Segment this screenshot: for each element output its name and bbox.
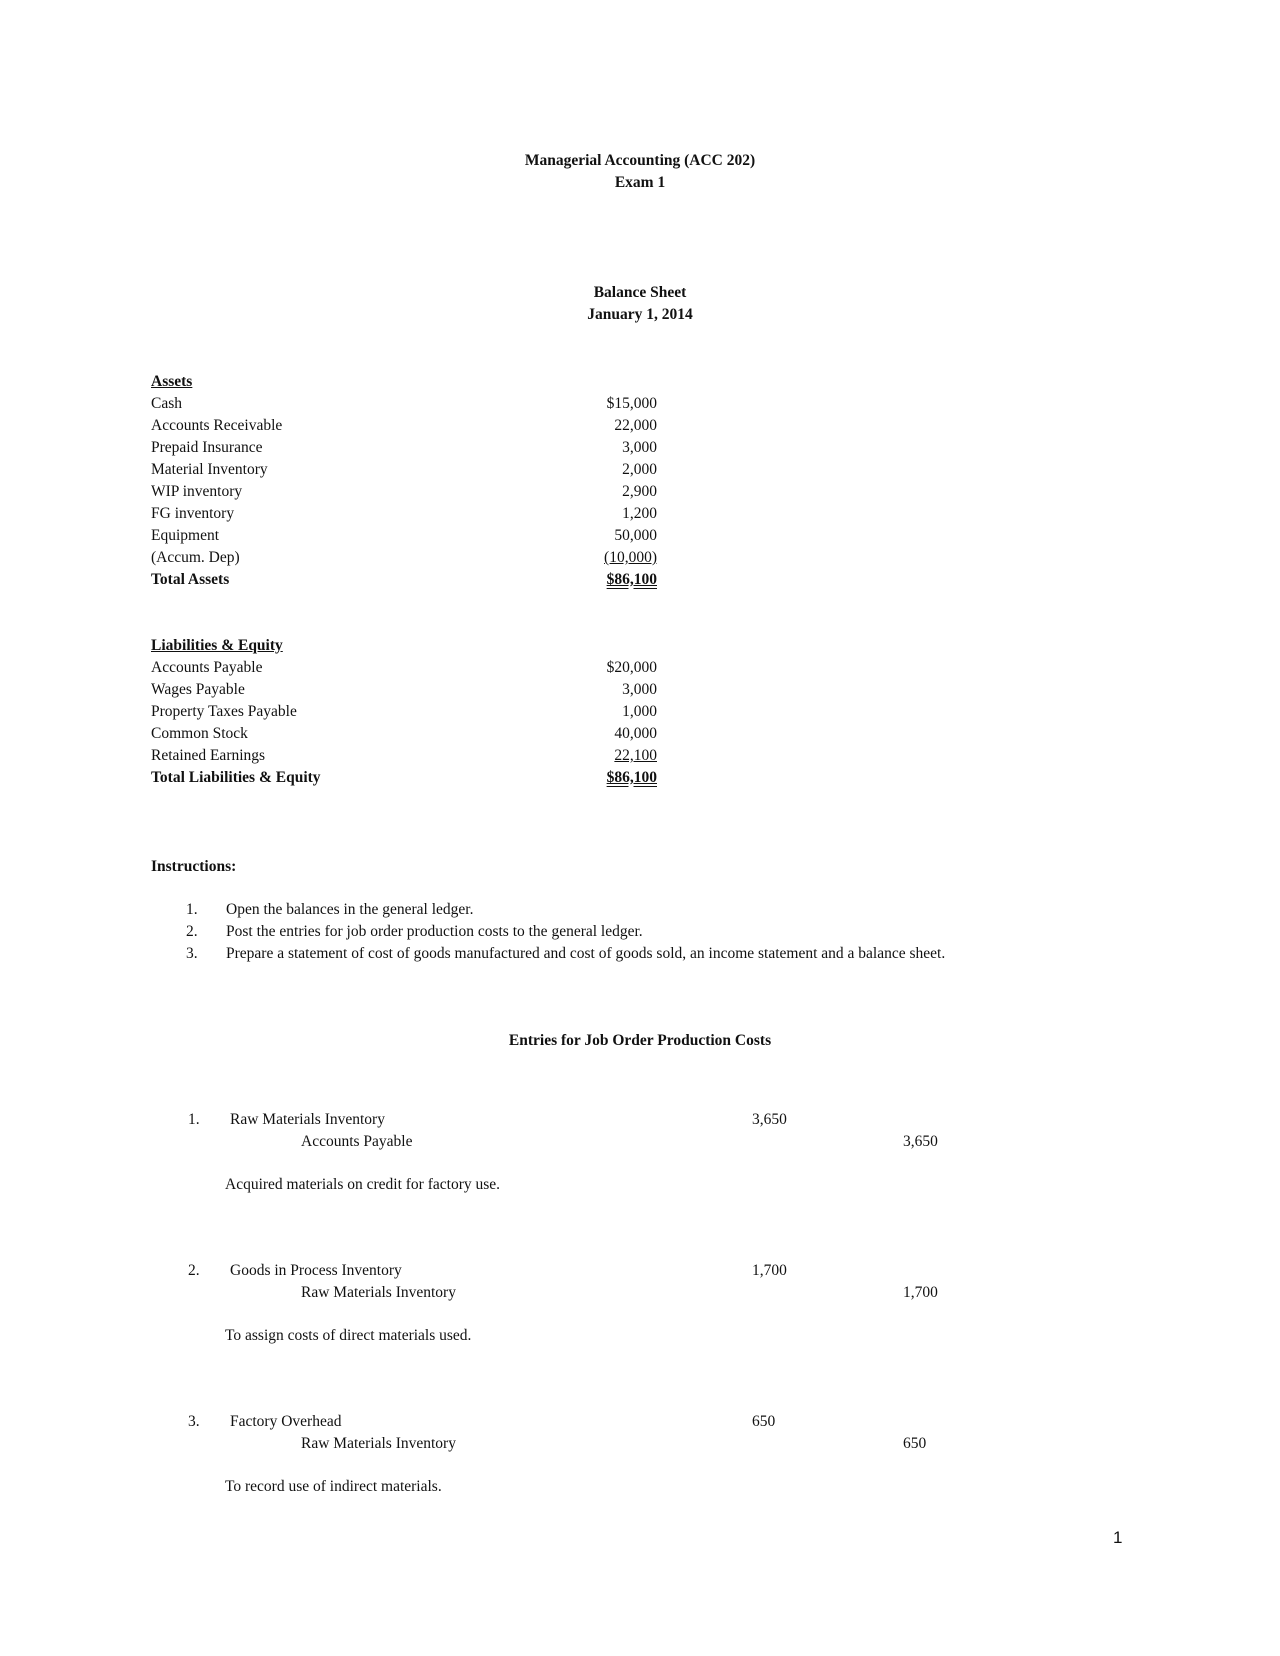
document-subtitle: Exam 1 xyxy=(614,174,666,191)
debit-amount: 3,650 xyxy=(752,1111,787,1128)
row-amount: 3,000 xyxy=(622,439,657,456)
row-label: Accounts Payable xyxy=(151,659,263,676)
total-label: Total Liabilities & Equity xyxy=(151,769,321,786)
total-liabilities-row xyxy=(151,767,657,789)
entry-memo: To assign costs of direct materials used. xyxy=(225,1327,472,1344)
list-text: Open the balances in the general ledger. xyxy=(226,901,474,918)
row-amount: 2,900 xyxy=(622,483,657,500)
credit-amount: 1,700 xyxy=(903,1284,938,1301)
entry-memo: Acquired materials on credit for factory use. xyxy=(225,1176,501,1193)
page-number: 1 xyxy=(1113,1528,1123,1547)
row-label: Retained Earnings xyxy=(151,747,266,764)
entry-number: 3. xyxy=(188,1413,200,1430)
list-number: 1. xyxy=(186,901,198,918)
list-number: 2. xyxy=(186,923,198,940)
row-label: Material Inventory xyxy=(151,461,268,478)
debit-amount: 1,700 xyxy=(752,1262,787,1279)
row-label: Common Stock xyxy=(151,725,248,742)
credit-account: Raw Materials Inventory xyxy=(301,1284,456,1301)
total-label: Total Assets xyxy=(151,571,230,588)
row-label: Prepaid Insurance xyxy=(151,439,263,456)
row-amount: 22,100 xyxy=(614,747,657,764)
list-number: 3. xyxy=(186,945,198,962)
row-label: WIP inventory xyxy=(151,483,243,500)
row-label: Cash xyxy=(151,395,182,412)
table-row xyxy=(151,525,657,547)
debit-account: Factory Overhead xyxy=(230,1413,342,1430)
table-row xyxy=(151,437,657,459)
instructions-heading: Instructions: xyxy=(151,858,237,875)
list-text: Prepare a statement of cost of goods manufactured and cost of goods sold, an income statement and a balance sheet. xyxy=(226,945,946,962)
balance-sheet-date: January 1, 2014 xyxy=(587,306,693,323)
list-text: Post the entries for job order production costs to the general ledger. xyxy=(226,923,643,940)
row-amount: 1,000 xyxy=(622,703,657,720)
credit-amount: 3,650 xyxy=(903,1133,938,1150)
row-amount: 2,000 xyxy=(622,461,657,478)
liabilities-heading: Liabilities & Equity xyxy=(151,637,283,654)
entry-number: 2. xyxy=(188,1262,200,1279)
credit-account: Accounts Payable xyxy=(301,1133,413,1150)
row-label: (Accum. Dep) xyxy=(151,549,240,566)
row-label: Wages Payable xyxy=(151,681,245,698)
debit-amount: 650 xyxy=(752,1413,776,1430)
list-item xyxy=(186,943,945,965)
row-label: FG inventory xyxy=(151,505,235,522)
list-item xyxy=(186,921,643,943)
table-row xyxy=(151,459,657,481)
row-amount: 22,000 xyxy=(614,417,657,434)
credit-account: Raw Materials Inventory xyxy=(301,1435,456,1452)
table-row xyxy=(151,657,657,679)
row-amount: $15,000 xyxy=(606,395,657,412)
assets-heading: Assets xyxy=(151,373,193,390)
entry-memo: To record use of indirect materials. xyxy=(225,1478,442,1495)
table-row xyxy=(151,415,657,437)
row-label: Accounts Receivable xyxy=(151,417,283,434)
row-amount: 1,200 xyxy=(622,505,657,522)
debit-account: Raw Materials Inventory xyxy=(230,1111,385,1128)
entry-number: 1. xyxy=(188,1111,200,1128)
debit-account: Goods in Process Inventory xyxy=(230,1262,402,1279)
table-row xyxy=(151,547,657,569)
document-title: Managerial Accounting (ACC 202) xyxy=(524,152,756,169)
table-row xyxy=(151,701,657,723)
row-amount: (10,000) xyxy=(604,549,657,566)
table-row xyxy=(151,481,657,503)
list-item xyxy=(186,899,473,921)
table-row xyxy=(151,503,657,525)
total-assets-row xyxy=(151,569,657,591)
total-amount: $86,100 xyxy=(606,769,657,786)
row-amount: $20,000 xyxy=(606,659,657,676)
row-amount: 3,000 xyxy=(622,681,657,698)
row-amount: 50,000 xyxy=(614,527,657,544)
row-label: Property Taxes Payable xyxy=(151,703,297,720)
table-row xyxy=(151,679,657,701)
table-row xyxy=(151,723,657,745)
row-label: Equipment xyxy=(151,527,220,544)
balance-sheet-title: Balance Sheet xyxy=(593,284,687,301)
row-amount: 40,000 xyxy=(614,725,657,742)
table-row xyxy=(151,745,657,767)
table-row xyxy=(151,393,657,415)
entries-heading: Entries for Job Order Production Costs xyxy=(508,1032,772,1049)
credit-amount: 650 xyxy=(903,1435,927,1452)
total-amount: $86,100 xyxy=(606,571,657,588)
